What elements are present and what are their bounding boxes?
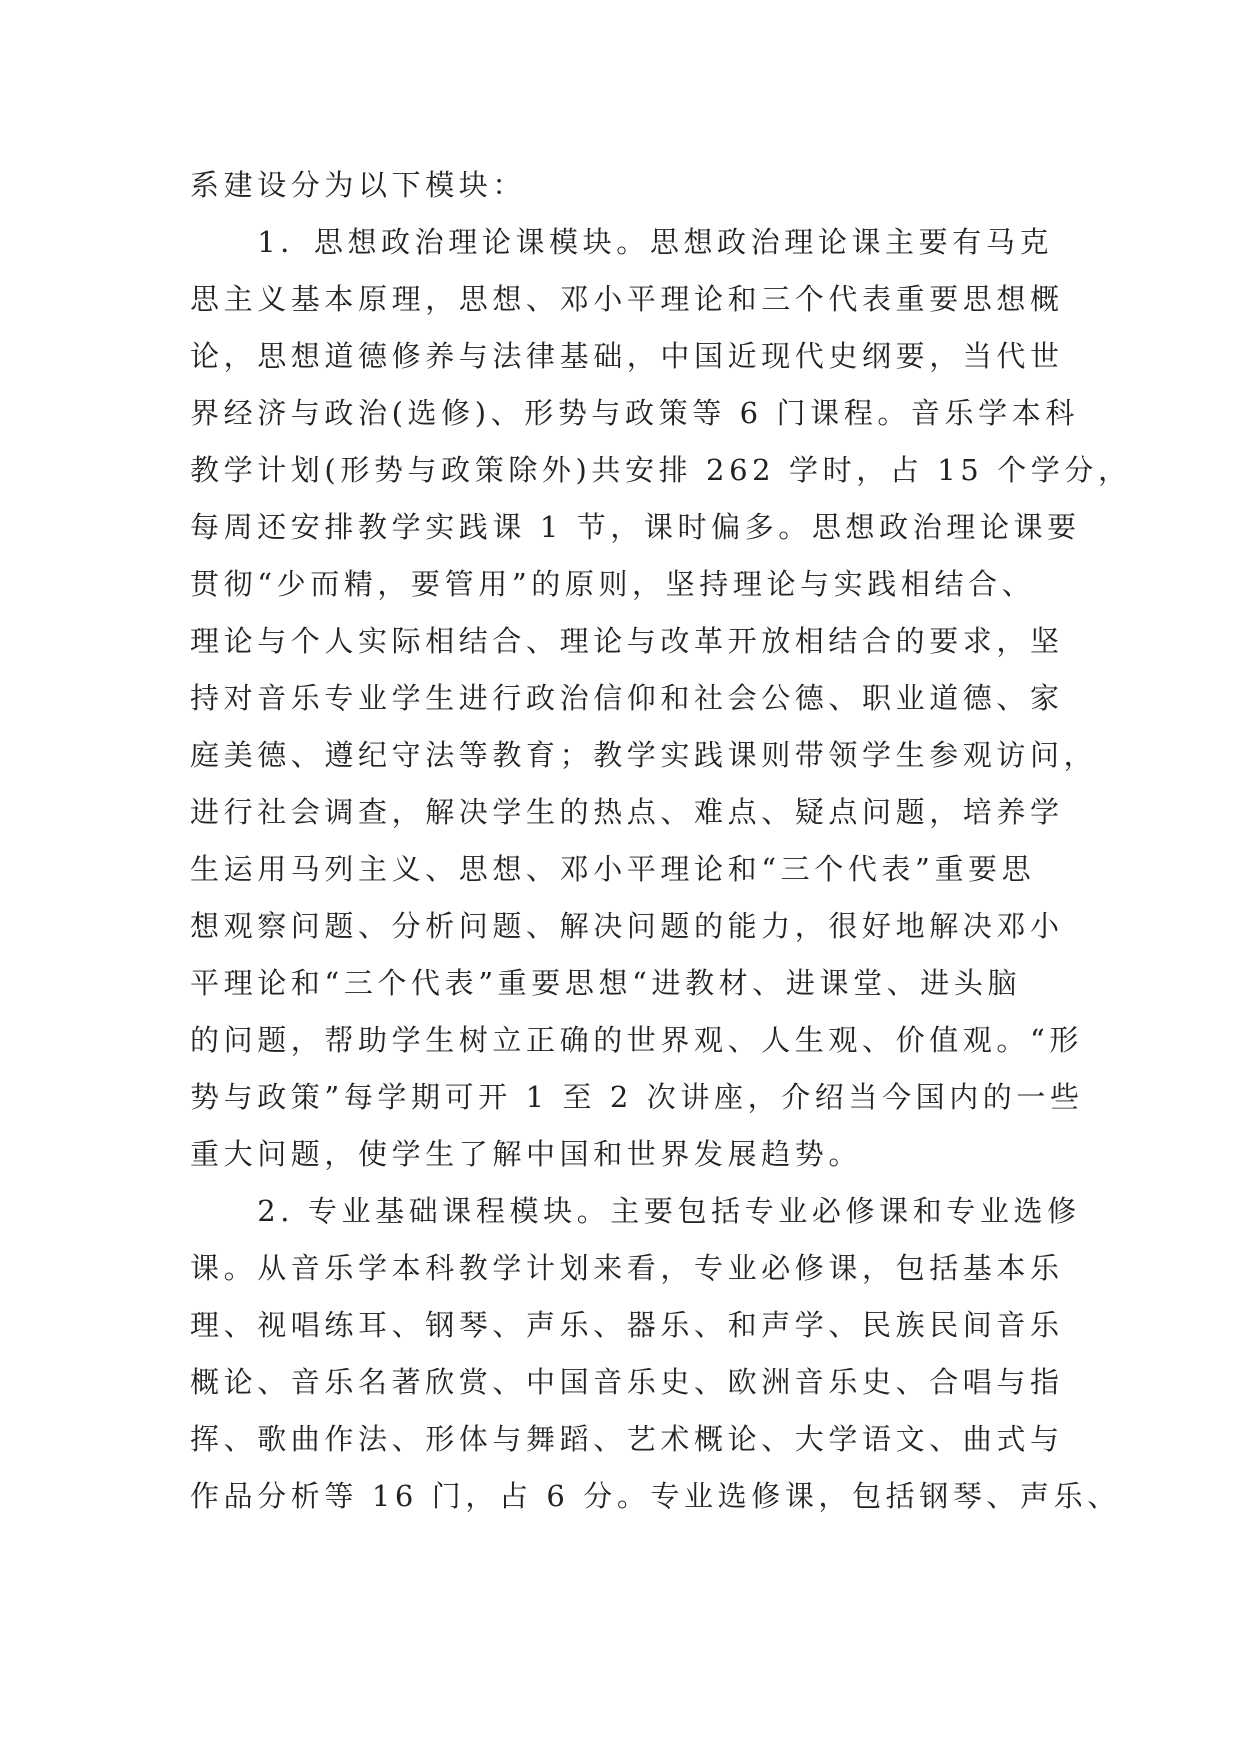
text-line: 1．思想政治理论课模块。思想政治理论课主要有马克 — [190, 225, 1054, 259]
text-line: 想观察问题、分析问题、解决问题的能力，很好地解决邓小 — [190, 909, 1064, 943]
text-line: 庭美德、遵纪守法等教育；教学实践课则带领学生参观访问， — [190, 738, 1098, 772]
text-line: 教学计划(形势与政策除外)共安排 262 学时，占 15 个学分， — [190, 453, 1132, 487]
text-line: 势与政策”每学期可开 1 至 2 次讲座，介绍当今国内的一些 — [190, 1080, 1084, 1114]
text-line: 挥、歌曲作法、形体与舞蹈、艺术概论、大学语文、曲式与 — [190, 1422, 1064, 1456]
text-line: 平理论和“三个代表”重要思想“进教材、进课堂、进头脑 — [190, 966, 1022, 1000]
text-line: 课。从音乐学本科教学计划来看，专业必修课，包括基本乐 — [190, 1251, 1064, 1285]
text-line: 持对音乐专业学生进行政治信仰和社会公德、职业道德、家 — [190, 681, 1064, 715]
text-line: 理、视唱练耳、钢琴、声乐、器乐、和声学、民族民间音乐 — [190, 1308, 1064, 1342]
text-line: 作品分析等 16 门，占 6 分。专业选修课，包括钢琴、声乐、 — [190, 1479, 1121, 1513]
text-line: 概论、音乐名著欣赏、中国音乐史、欧洲音乐史、合唱与指 — [190, 1365, 1064, 1399]
text-line: 系建设分为以下模块： — [190, 168, 527, 202]
text-line: 2. 专业基础课程模块。主要包括专业必修课和专业选修 — [190, 1194, 1081, 1228]
text-line: 重大问题，使学生了解中国和世界发展趋势。 — [190, 1137, 863, 1171]
body-text — [190, 157, 1132, 1525]
text-line: 思主义基本原理，思想、邓小平理论和三个代表重要思想概 — [190, 282, 1064, 316]
text-line: 每周还安排教学实践课 1 节，课时偏多。思想政治理论课要 — [190, 510, 1081, 544]
text-line: 生运用马列主义、思想、邓小平理论和“三个代表”重要思 — [190, 852, 1036, 886]
text-line: 进行社会调查，解决学生的热点、难点、疑点问题，培养学 — [190, 795, 1064, 829]
text-line: 贯彻“少而精，要管用”的原则，坚持理论与实践相结合、 — [190, 567, 1036, 601]
text-line: 的问题，帮助学生树立正确的世界观、人生观、价值观。“形 — [190, 1023, 1084, 1057]
text-line: 理论与个人实际相结合、理论与改革开放相结合的要求，坚 — [190, 624, 1064, 658]
text-line: 论，思想道德修养与法律基础，中国近现代史纲要，当代世 — [190, 339, 1064, 373]
text-line: 界经济与政治(选修)、形势与政策等 6 门课程。音乐学本科 — [190, 396, 1079, 430]
